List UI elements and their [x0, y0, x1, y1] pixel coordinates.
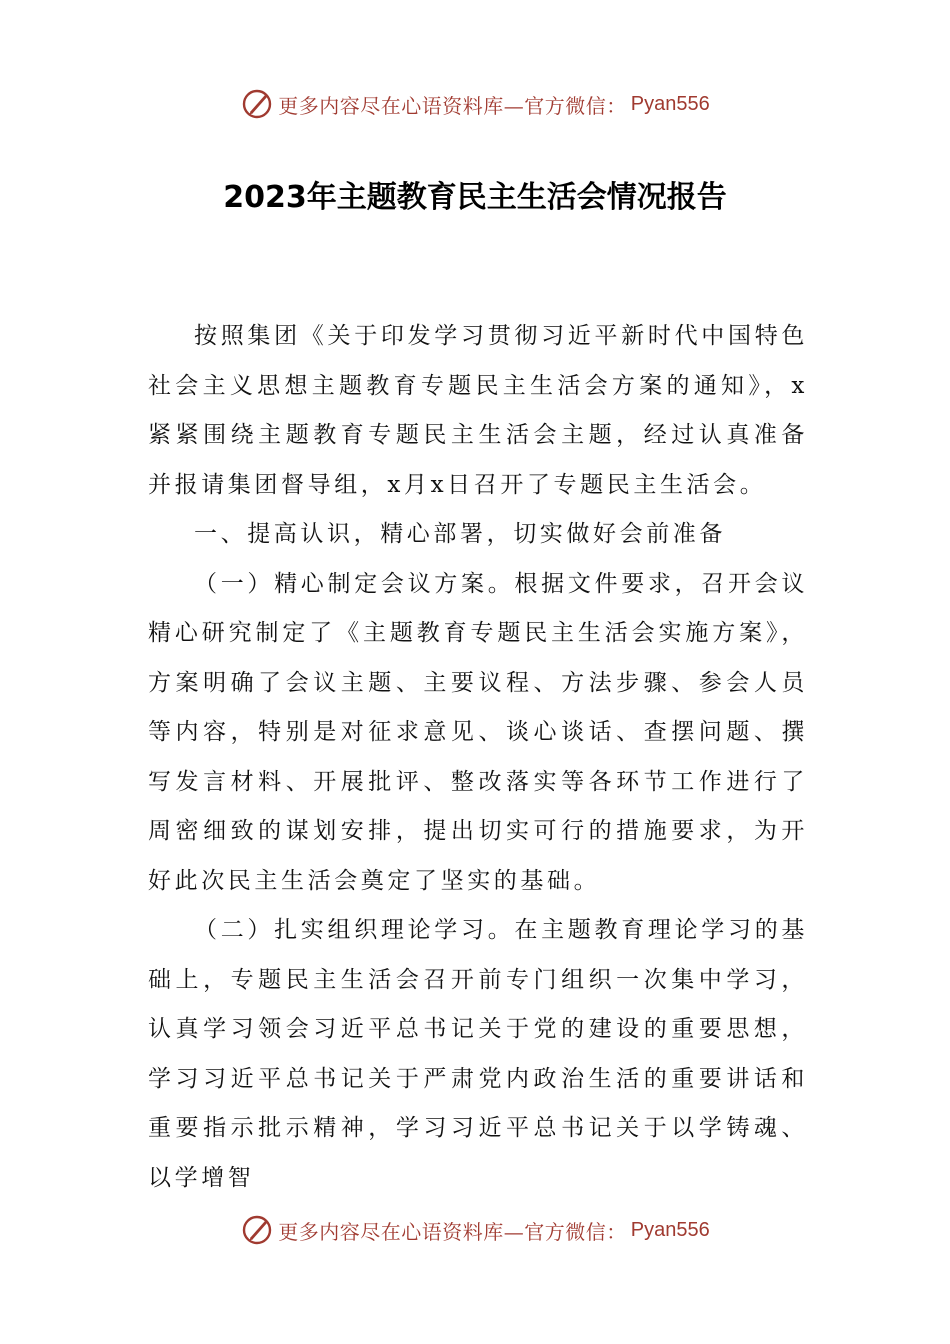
document-body — [148, 312, 808, 1203]
banner-text: 更多内容尽在心语资料库—官方微信： — [278, 1219, 627, 1244]
pen-logo-icon — [240, 1213, 274, 1247]
header-watermark-banner — [0, 84, 950, 124]
document-title: 2023年主题教育民主生活会情况报告 — [223, 180, 727, 215]
banner-wechat-id: Pyan556 — [630, 92, 710, 115]
paragraph-intro: 按照集团《关于印发学习贯彻习近平新时代中国特色社会主义思想主题教育专题民主生活会方案的通知》，x紧紧围绕主题教育专题民主生活会主题，经过认真准备并报请集团督导组，x月x日召开了专题民主生活会。 — [148, 323, 808, 498]
banner-wechat-id: Pyan556 — [630, 1218, 710, 1241]
pen-logo-icon — [240, 87, 274, 121]
paragraph-sub-1: （一）精心制定会议方案。根据文件要求，召开会议精心研究制定了《主题教育专题民主生活会实施方案》，方案明确了会议主题、主要议程、方法步骤、参会人员等内容，特别是对征求意见、谈心谈话、查摆问题、撰写发言材料、开展批评、整改落实等各环节工作进行了周密细致的谋划安排，提出切实可行的措施要求，为开好此次民主生活会奠定了坚实的基础。 — [148, 570, 808, 894]
section-heading-1: 一、提高认识，精心部署，切实做好会前准备 — [194, 521, 726, 547]
banner-text: 更多内容尽在心语资料库—官方微信： — [278, 93, 627, 118]
footer-watermark-banner — [0, 1210, 950, 1250]
paragraph-sub-2: （二）扎实组织理论学习。在主题教育理论学习的基础上，专题民主生活会召开前专门组织一次集中学习，认真学习领会习近平总书记关于党的建设的重要思想，学习习近平总书记关于严肃党内政治生活的重要讲话和重要指示批示精神，学习习近平总书记关于以学铸魂、以学增智 — [148, 917, 808, 1191]
